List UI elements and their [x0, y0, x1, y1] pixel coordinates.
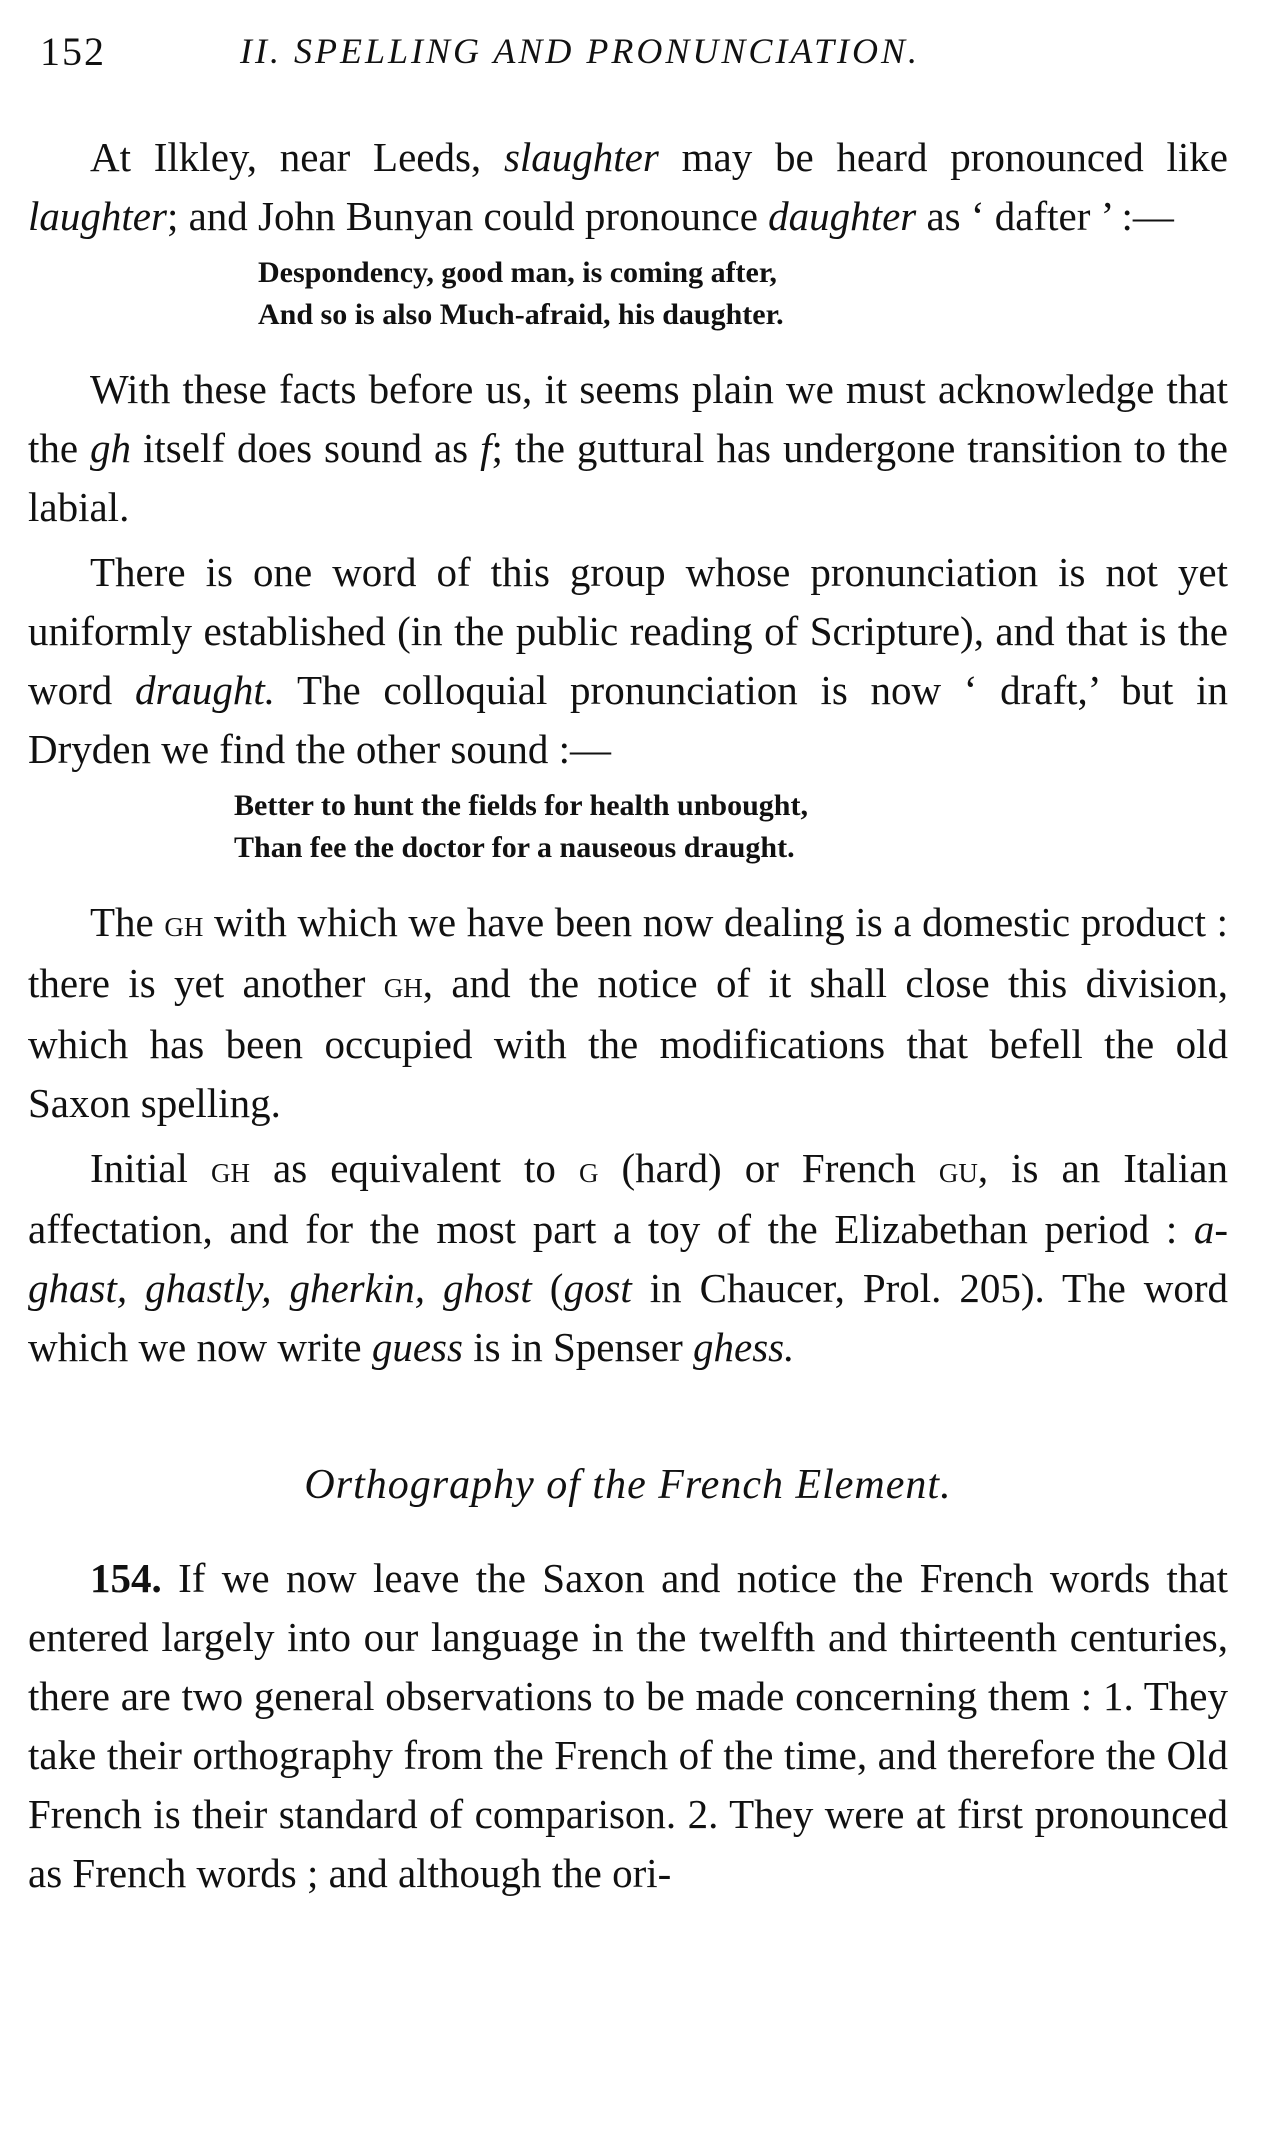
text-run: is in Spenser — [462, 1324, 694, 1370]
text-run: There is one word of this group whose pronunciation is not yet uniformly established (in the public reading of Scripture), and that is the word — [28, 549, 1228, 713]
italic-word: daughter — [768, 193, 917, 239]
italic-word: gost — [563, 1265, 632, 1311]
paragraph-ilkley — [28, 128, 1228, 246]
text-run: ; the guttural has undergone transition to the labial. — [28, 425, 1228, 530]
paragraph-initial-gh — [28, 1139, 1228, 1377]
text-run: , is an Italian affectation, and for the most part a toy of the Elizabethan period : — [28, 1145, 1228, 1252]
small-caps-word: gu — [938, 1149, 978, 1191]
section-heading: Orthography of the French Element. — [304, 1462, 952, 1508]
text-run: The — [90, 899, 165, 945]
quote-line: Than fee the doctor for a nauseous draught. — [234, 831, 795, 864]
quote-line: Better to hunt the fields for health unbought, — [234, 789, 808, 822]
italic-word: slaughter — [503, 134, 659, 180]
text-run: itself does sound as — [131, 425, 481, 471]
quote-line: Despondency, good man, is coming after, — [258, 256, 777, 289]
body-text — [28, 128, 1228, 1909]
paragraph-domestic-gh — [28, 893, 1228, 1133]
text-run: may be heard pronounced like — [658, 134, 1228, 180]
text-run: as equivalent to — [249, 1145, 579, 1191]
text-run: ( — [531, 1265, 564, 1311]
small-caps-word: g — [578, 1149, 599, 1191]
italic-word: draught. — [134, 667, 276, 713]
italic-word: guess — [371, 1324, 463, 1370]
italic-word: f — [480, 425, 492, 471]
page-number: 152 — [40, 29, 106, 74]
text-run: , and the notice of it shall close this division, which has been occupied with the modifications that befell the old Saxon spelling. — [28, 960, 1228, 1126]
text-run: The colloquial pronunciation is now ‘ draft,’ but in Dryden we find the other sound :— — [28, 667, 1228, 772]
page-header — [40, 28, 1220, 84]
quotation-dryden — [28, 785, 1228, 869]
small-caps-word: gh — [383, 964, 423, 1006]
italic-word: laughter — [28, 193, 167, 239]
text-run: with which we have been now dealing is a domestic product : there is yet another — [28, 899, 1228, 1006]
italic-word: a-ghast, ghastly, gherkin, ghost — [28, 1206, 1228, 1311]
small-caps-word: gh — [164, 903, 204, 945]
small-caps-word: gh — [210, 1149, 250, 1191]
paragraph-draught — [28, 543, 1228, 779]
text-run: If we now leave the Saxon and notice the French words that entered largely into our language in the twelfth and thirteenth centuries, there are two general observations to be made concerning them : 1. They take their orthography from the French of the time, and therefore the Old French is their standard of comparison. 2. They were at first pronounced as French words ; and although the ori- — [28, 1555, 1228, 1896]
text-run: At Ilkley, near Leeds, — [90, 134, 504, 180]
text-run: in Chaucer, Prol. 205). The word which we now write — [28, 1265, 1229, 1370]
quote-line: And so is also Much-afraid, his daughter. — [258, 298, 784, 331]
quotation-bunyan — [28, 252, 1228, 336]
text-run: ; and John Bunyan could pronounce — [166, 193, 769, 239]
text-run: Initial — [90, 1145, 211, 1191]
text-run: With these facts before us, it seems plain we must acknowledge that the — [28, 366, 1228, 471]
paragraph-gh-labial — [28, 360, 1228, 537]
section-number: 154. — [90, 1555, 162, 1601]
text-run: (hard) or French — [598, 1145, 939, 1191]
italic-word: gh — [90, 425, 132, 471]
italic-word: ghess. — [693, 1324, 795, 1370]
paragraph-section-154 — [28, 1549, 1228, 1903]
text-run: as ‘ dafter ’ :— — [916, 193, 1174, 239]
running-head: II. SPELLING AND PRONUNCIATION. — [240, 31, 921, 71]
